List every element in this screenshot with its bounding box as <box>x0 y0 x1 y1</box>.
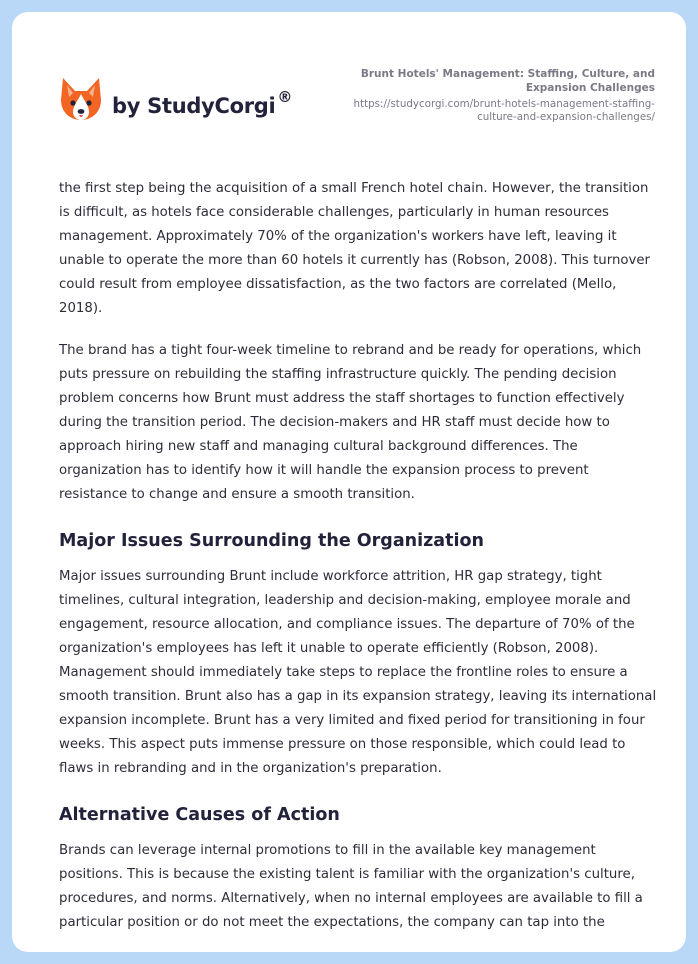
section-heading: Alternative Causes of Action <box>59 805 340 825</box>
article-body <box>59 177 659 952</box>
studycorgi-logo[interactable] <box>60 76 292 122</box>
paragraph: Brands can leverage internal promotions to fill in the available key management positions. This is because the existing talent is familiar with the organization's culture, procedures, and norms. Alternatively, when no internal employees are available to fill a particular position or do not meet the expectations, the company can tap into the <box>59 843 643 930</box>
document-title: Brunt Hotels' Management: Staffing, Culture, and Expansion Challenges <box>360 68 655 94</box>
brand-name <box>112 88 292 118</box>
paragraph: Major issues surrounding Brunt include workforce attrition, HR gap strategy, tight timelines, cultural integration, leadership and decision-making, employee morale and engagement, resource allocation, and compliance issues. The departure of 70% of the organization's employees has left it unable to operate efficiently (Robson, 2008). Management should immediately take steps to replace the frontline roles to ensure a smooth transition. Brunt also has a gap in its expansion strategy, leaving its international expansion incomplete. Brunt has a very limited and fixed period for transitioning in four weeks. This aspect puts immense pressure on those responsible, which could lead to flaws in rebranding and in the organization's preparation. <box>59 569 657 776</box>
corgi-head-icon <box>60 76 102 122</box>
brand-text: by StudyCorgi <box>112 94 276 118</box>
registered-mark: ® <box>277 88 293 106</box>
document-page <box>12 12 686 952</box>
section-heading: Major Issues Surrounding the Organization <box>59 531 484 551</box>
paragraph: The brand has a tight four-week timeline to rebrand and be ready for operations, which puts pressure on rebuilding the staffing infrastructure quickly. The pending decision problem concerns how Brunt must address the staff shortages to function effectively during the transition period. The decision-makers and HR staff must decide how to approach hiring new staff and managing cultural background differences. The organization has to identify how it will handle the expansion process to prevent resistance to change and ensure a smooth transition. <box>59 343 642 502</box>
paragraph: the first step being the acquisition of a small French hotel chain. However, the transition is difficult, as hotels face considerable challenges, particularly in human resources management. Approximately 70% of the organization's workers have left, leaving it unable to operate the more than 60 hotels it currently has (Robson, 2008). This turnover could result from employee dissatisfaction, as the two factors are correlated (Mello, 2018). <box>59 181 651 316</box>
document-header-info <box>315 67 655 124</box>
document-url[interactable]: https://studycorgi.com/brunt-hotels-management-staffing-culture-and-expansion-challenges/ <box>353 98 655 123</box>
